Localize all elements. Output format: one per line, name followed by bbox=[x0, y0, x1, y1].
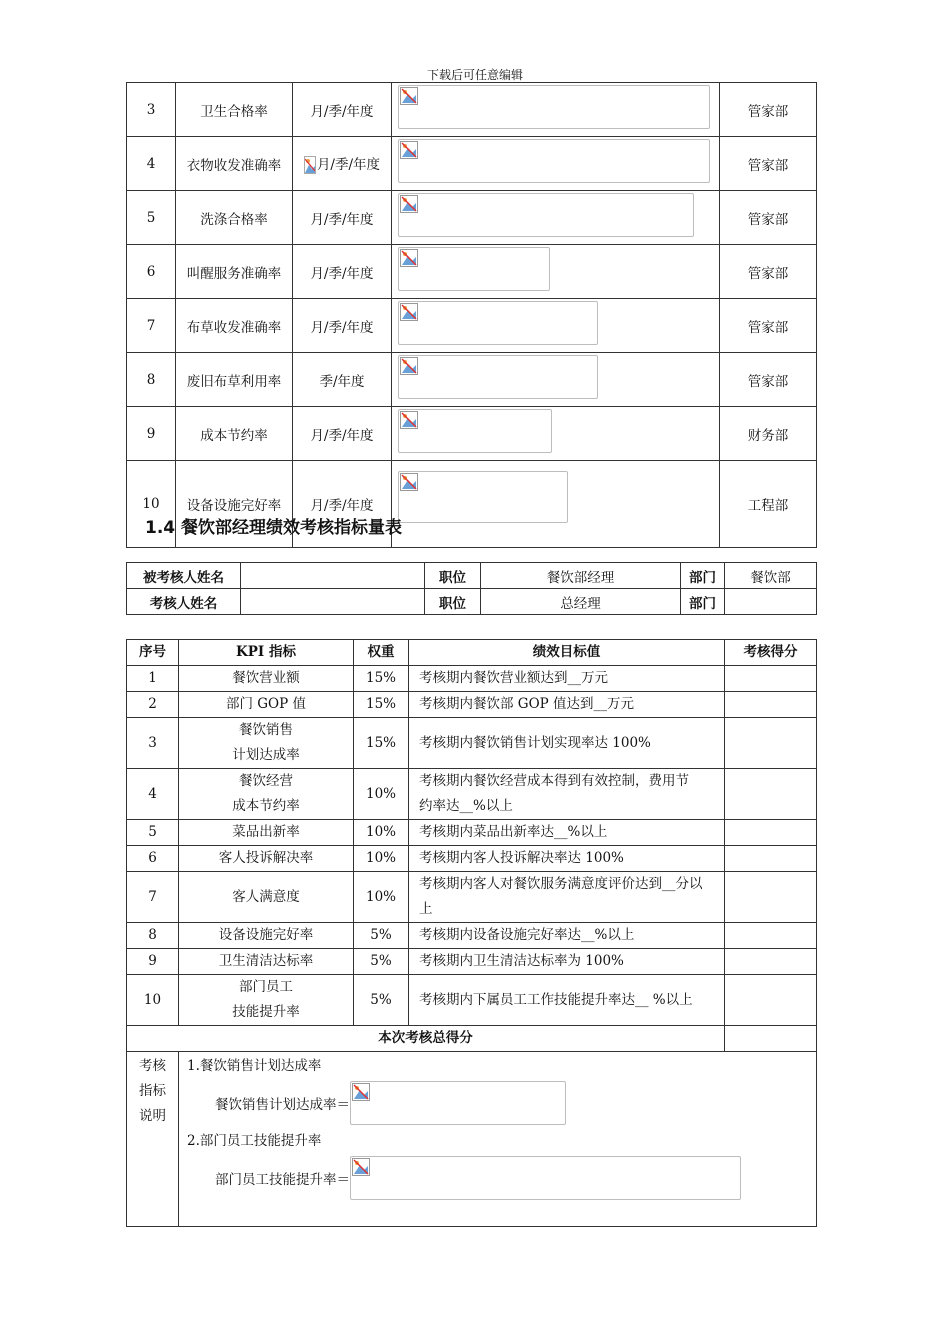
explanation-row bbox=[127, 1052, 817, 1227]
score-cell[interactable] bbox=[725, 846, 817, 872]
total-score-cell[interactable] bbox=[725, 1026, 817, 1052]
weight: 5% bbox=[354, 975, 409, 1026]
indicator-name: 菜品出新率 bbox=[179, 820, 354, 846]
department: 管家部 bbox=[720, 299, 817, 353]
score-cell[interactable] bbox=[725, 820, 817, 846]
broken-image-icon bbox=[400, 87, 418, 105]
formula-image-placeholder bbox=[398, 471, 568, 523]
indicator-name: 成本节约率 bbox=[176, 407, 293, 461]
row-number: 8 bbox=[127, 353, 176, 407]
goal: 考核期内设备设施完好率达__%以上 bbox=[409, 923, 725, 949]
goal-line-2: 上 bbox=[419, 901, 433, 917]
weight: 5% bbox=[354, 949, 409, 975]
broken-image-icon bbox=[400, 249, 418, 267]
score-cell[interactable] bbox=[725, 692, 817, 718]
examinee-name-label: 被考核人姓名 bbox=[127, 563, 241, 589]
indicator-name: 废旧布草利用率 bbox=[176, 353, 293, 407]
department: 工程部 bbox=[720, 461, 817, 548]
goal: 考核期内卫生清洁达标率为 100% bbox=[409, 949, 725, 975]
weight: 15% bbox=[354, 666, 409, 692]
position-label: 职位 bbox=[425, 563, 481, 589]
formula-image-placeholder bbox=[398, 193, 694, 237]
row-number: 6 bbox=[127, 245, 176, 299]
explanation-item-title: 1.餐饮销售计划达成率 bbox=[187, 1058, 322, 1074]
formula-image-placeholder bbox=[398, 247, 550, 291]
formula-image-placeholder bbox=[350, 1081, 566, 1125]
period: 季/年度 bbox=[293, 353, 392, 407]
indicator-name: 卫生清洁达标率 bbox=[179, 949, 354, 975]
period bbox=[293, 137, 392, 191]
explanation-label bbox=[127, 1052, 179, 1227]
score-cell[interactable] bbox=[725, 718, 817, 769]
total-row bbox=[127, 1026, 817, 1052]
indicator-name bbox=[179, 975, 354, 1026]
broken-image-icon bbox=[400, 195, 418, 213]
broken-image-icon bbox=[400, 411, 418, 429]
explanation-content bbox=[179, 1052, 817, 1227]
formula-image-placeholder bbox=[350, 1156, 741, 1200]
row-number: 2 bbox=[127, 692, 179, 718]
table-row bbox=[127, 137, 817, 191]
formula-image-placeholder bbox=[398, 301, 598, 345]
table-row bbox=[127, 846, 817, 872]
weight: 5% bbox=[354, 923, 409, 949]
department: 管家部 bbox=[720, 191, 817, 245]
indicator-line-2: 技能提升率 bbox=[232, 1004, 300, 1020]
period: 月/季/年度 bbox=[293, 407, 392, 461]
goal: 考核期内客人投诉解决率达 100% bbox=[409, 846, 725, 872]
formula-label: 部门员工技能提升率＝ bbox=[215, 1172, 350, 1188]
weight: 10% bbox=[354, 846, 409, 872]
table-row bbox=[127, 299, 817, 353]
table-row bbox=[127, 353, 817, 407]
examiner-name-label: 考核人姓名 bbox=[127, 589, 241, 615]
score-cell[interactable] bbox=[725, 923, 817, 949]
indicator-name: 设备设施完好率 bbox=[176, 461, 293, 548]
explanation-item-title: 2.部门员工技能提升率 bbox=[187, 1133, 322, 1149]
weight: 10% bbox=[354, 820, 409, 846]
indicator-name bbox=[179, 718, 354, 769]
table-row bbox=[127, 872, 817, 923]
indicator-line-1: 餐饮销售 bbox=[239, 722, 293, 738]
row-number: 1 bbox=[127, 666, 179, 692]
indicator-line-1: 部门员工 bbox=[239, 979, 293, 995]
broken-image-icon bbox=[304, 156, 316, 174]
indicator-name: 餐饮营业额 bbox=[179, 666, 354, 692]
score-cell[interactable] bbox=[725, 872, 817, 923]
row-number: 9 bbox=[127, 407, 176, 461]
table-row bbox=[127, 923, 817, 949]
dept-label: 部门 bbox=[681, 589, 725, 615]
table-header-row bbox=[127, 640, 817, 666]
indicator-line-2: 计划达成率 bbox=[232, 747, 300, 763]
explanation-label-line: 指标 bbox=[139, 1083, 166, 1099]
formula-image-cell bbox=[392, 137, 720, 191]
section-title: 1.4 餐饮部经理绩效考核指标量表 bbox=[145, 518, 403, 538]
table-row bbox=[127, 563, 817, 589]
explanation-label-line: 说明 bbox=[139, 1108, 166, 1124]
explanation-label-line: 考核 bbox=[139, 1058, 166, 1074]
department: 管家部 bbox=[720, 83, 817, 137]
examinee-position: 餐饮部经理 bbox=[481, 563, 681, 589]
row-number: 6 bbox=[127, 846, 179, 872]
examinee-info-table bbox=[126, 562, 817, 615]
indicator-name: 衣物收发准确率 bbox=[176, 137, 293, 191]
weight: 10% bbox=[354, 769, 409, 820]
indicator-line-2: 成本节约率 bbox=[232, 798, 300, 814]
department: 管家部 bbox=[720, 137, 817, 191]
indicator-name: 客人满意度 bbox=[179, 872, 354, 923]
goal-line-2: 约率达__%以上 bbox=[419, 798, 513, 814]
col-header-goal: 绩效目标值 bbox=[409, 640, 725, 666]
table-row bbox=[127, 949, 817, 975]
goal bbox=[409, 769, 725, 820]
department: 管家部 bbox=[720, 353, 817, 407]
goal-line-1: 考核期内客人对餐饮服务满意度评价达到__分以 bbox=[419, 876, 703, 892]
kpi-table bbox=[126, 639, 817, 1227]
row-number: 4 bbox=[127, 137, 176, 191]
formula-image-placeholder bbox=[398, 355, 598, 399]
broken-image-icon bbox=[400, 141, 418, 159]
row-number: 9 bbox=[127, 949, 179, 975]
goal: 考核期内菜品出新率达__%以上 bbox=[409, 820, 725, 846]
formula-row bbox=[215, 1081, 808, 1125]
row-number: 8 bbox=[127, 923, 179, 949]
row-number: 3 bbox=[127, 718, 179, 769]
row-number: 10 bbox=[127, 975, 179, 1026]
formula-image-placeholder bbox=[398, 85, 710, 129]
formula-image-cell bbox=[392, 83, 720, 137]
row-number: 5 bbox=[127, 191, 176, 245]
indicator-name: 设备设施完好率 bbox=[179, 923, 354, 949]
table-row bbox=[127, 718, 817, 769]
table-row bbox=[127, 975, 817, 1026]
score-cell[interactable] bbox=[725, 949, 817, 975]
broken-image-icon bbox=[400, 473, 418, 491]
dept-label: 部门 bbox=[681, 563, 725, 589]
formula-image-cell bbox=[392, 299, 720, 353]
indicator-name: 洗涤合格率 bbox=[176, 191, 293, 245]
table-row bbox=[127, 589, 817, 615]
department: 财务部 bbox=[720, 407, 817, 461]
table-row bbox=[127, 245, 817, 299]
goal: 考核期内下属员工工作技能提升率达__ %以上 bbox=[409, 975, 725, 1026]
kpi-continued-table bbox=[126, 82, 817, 548]
weight: 10% bbox=[354, 872, 409, 923]
total-score-label: 本次考核总得分 bbox=[127, 1026, 725, 1052]
score-cell[interactable] bbox=[725, 975, 817, 1026]
table-row bbox=[127, 692, 817, 718]
period: 月/季/年度 bbox=[293, 245, 392, 299]
col-header-no: 序号 bbox=[127, 640, 179, 666]
goal bbox=[409, 872, 725, 923]
position-label: 职位 bbox=[425, 589, 481, 615]
table-row bbox=[127, 83, 817, 137]
page-header: 下载后可任意编辑 bbox=[426, 68, 523, 82]
goal: 考核期内餐饮营业额达到__万元 bbox=[409, 666, 725, 692]
period: 月/季/年度 bbox=[293, 299, 392, 353]
table-row bbox=[127, 407, 817, 461]
broken-image-icon bbox=[400, 303, 418, 321]
row-number: 7 bbox=[127, 872, 179, 923]
col-header-indicator: KPI 指标 bbox=[179, 640, 354, 666]
goal-line-1: 考核期内餐饮经营成本得到有效控制，费用节 bbox=[419, 773, 689, 789]
goal: 考核期内餐饮销售计划实现率达 100% bbox=[409, 718, 725, 769]
weight: 15% bbox=[354, 718, 409, 769]
formula-image-cell bbox=[392, 461, 720, 548]
indicator-name: 客人投诉解决率 bbox=[179, 846, 354, 872]
table-row bbox=[127, 666, 817, 692]
formula-image-cell bbox=[392, 191, 720, 245]
formula-image-placeholder bbox=[398, 409, 552, 453]
formula-image-cell bbox=[392, 407, 720, 461]
indicator-name: 部门 GOP 值 bbox=[179, 692, 354, 718]
period: 月/季/年度 bbox=[293, 461, 392, 548]
score-cell[interactable] bbox=[725, 769, 817, 820]
indicator-name: 布草收发准确率 bbox=[176, 299, 293, 353]
formula-image-placeholder bbox=[398, 139, 710, 183]
row-number: 4 bbox=[127, 769, 179, 820]
examiner-dept[interactable] bbox=[725, 589, 817, 615]
broken-image-icon bbox=[352, 1083, 370, 1101]
examinee-name-value[interactable] bbox=[241, 563, 425, 589]
weight: 15% bbox=[354, 692, 409, 718]
col-header-weight: 权重 bbox=[354, 640, 409, 666]
broken-image-icon bbox=[352, 1158, 370, 1176]
row-number: 10 bbox=[127, 461, 176, 548]
table-row bbox=[127, 769, 817, 820]
examinee-dept: 餐饮部 bbox=[725, 563, 817, 589]
formula-label: 餐饮销售计划达成率＝ bbox=[215, 1097, 350, 1113]
indicator-name: 卫生合格率 bbox=[176, 83, 293, 137]
period-text: 月/季/年度 bbox=[316, 156, 381, 173]
indicator-line-1: 餐饮经营 bbox=[239, 773, 293, 789]
score-cell[interactable] bbox=[725, 666, 817, 692]
formula-image-cell bbox=[392, 353, 720, 407]
indicator-name bbox=[179, 769, 354, 820]
row-number: 5 bbox=[127, 820, 179, 846]
department: 管家部 bbox=[720, 245, 817, 299]
table-row bbox=[127, 820, 817, 846]
goal: 考核期内餐饮部 GOP 值达到__万元 bbox=[409, 692, 725, 718]
indicator-name: 叫醒服务准确率 bbox=[176, 245, 293, 299]
col-header-score: 考核得分 bbox=[725, 640, 817, 666]
row-number: 7 bbox=[127, 299, 176, 353]
table-row bbox=[127, 191, 817, 245]
formula-image-cell bbox=[392, 245, 720, 299]
examiner-name-value[interactable] bbox=[241, 589, 425, 615]
period: 月/季/年度 bbox=[293, 83, 392, 137]
broken-image-icon bbox=[400, 357, 418, 375]
examiner-position: 总经理 bbox=[481, 589, 681, 615]
period: 月/季/年度 bbox=[293, 191, 392, 245]
formula-row bbox=[215, 1156, 808, 1200]
row-number: 3 bbox=[127, 83, 176, 137]
